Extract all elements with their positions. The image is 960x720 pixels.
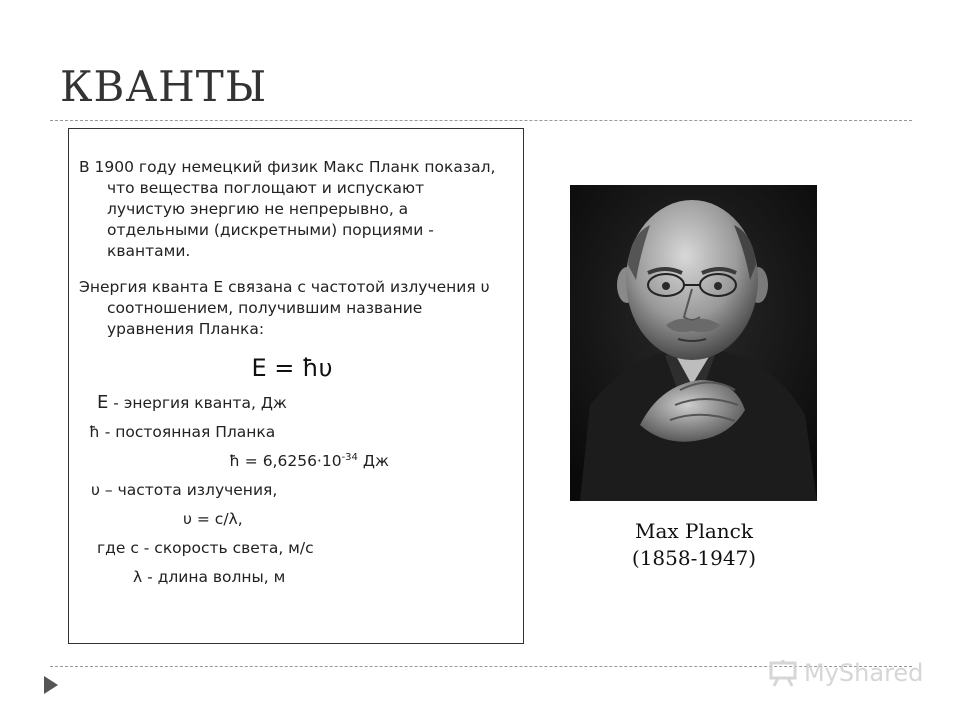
max-planck-portrait xyxy=(570,185,817,501)
planck-constant-value xyxy=(79,451,505,471)
planck-symbol: ħ xyxy=(89,423,100,441)
watermark-text: MyShared xyxy=(804,659,924,687)
watermark xyxy=(768,656,923,690)
energy-definition-text: - энергия кванта, Дж xyxy=(108,394,287,412)
speed-of-light-definition: где с - скорость света, м/с xyxy=(97,539,314,557)
frequency-definition: υ – частота излучения, xyxy=(91,481,278,499)
planck-constant-text: - постоянная Планка xyxy=(99,423,276,441)
energy-definition xyxy=(79,393,505,413)
planck-value-exponent: -34 xyxy=(341,451,358,463)
wavelength-definition: λ - длина волны, м xyxy=(133,568,286,586)
planck-equation: E = ħυ xyxy=(251,354,333,382)
top-dashed-divider xyxy=(50,120,912,121)
slide-nav-arrow-icon[interactable] xyxy=(44,676,58,694)
portrait-caption xyxy=(580,518,808,572)
caption-name: Max Planck xyxy=(634,519,754,543)
energy-paragraph: Энергия кванта Е связана с частотой излучения υ соотношением, получившим название уравнения Планка: xyxy=(79,278,490,338)
slide-title: КВАНТЫ xyxy=(60,62,268,111)
energy-symbol: E xyxy=(97,392,109,413)
planck-value-unit: Дж xyxy=(357,452,389,470)
planck-constant-definition xyxy=(79,422,505,442)
presentation-board-icon xyxy=(768,658,798,688)
intro-paragraph: В 1900 году немецкий физик Макс Планк показал, что вещества поглощают и испускают лучистую энергию не непрерывно, а отдельными (дискретными) порциями - квантами. xyxy=(79,158,496,260)
planck-value-prefix: ħ = 6,6256·10 xyxy=(229,452,342,470)
portrait-illustration xyxy=(570,185,817,501)
caption-years: (1858-1947) xyxy=(631,546,757,570)
content-textbox xyxy=(68,128,524,644)
frequency-formula: υ = с/λ, xyxy=(183,510,243,528)
